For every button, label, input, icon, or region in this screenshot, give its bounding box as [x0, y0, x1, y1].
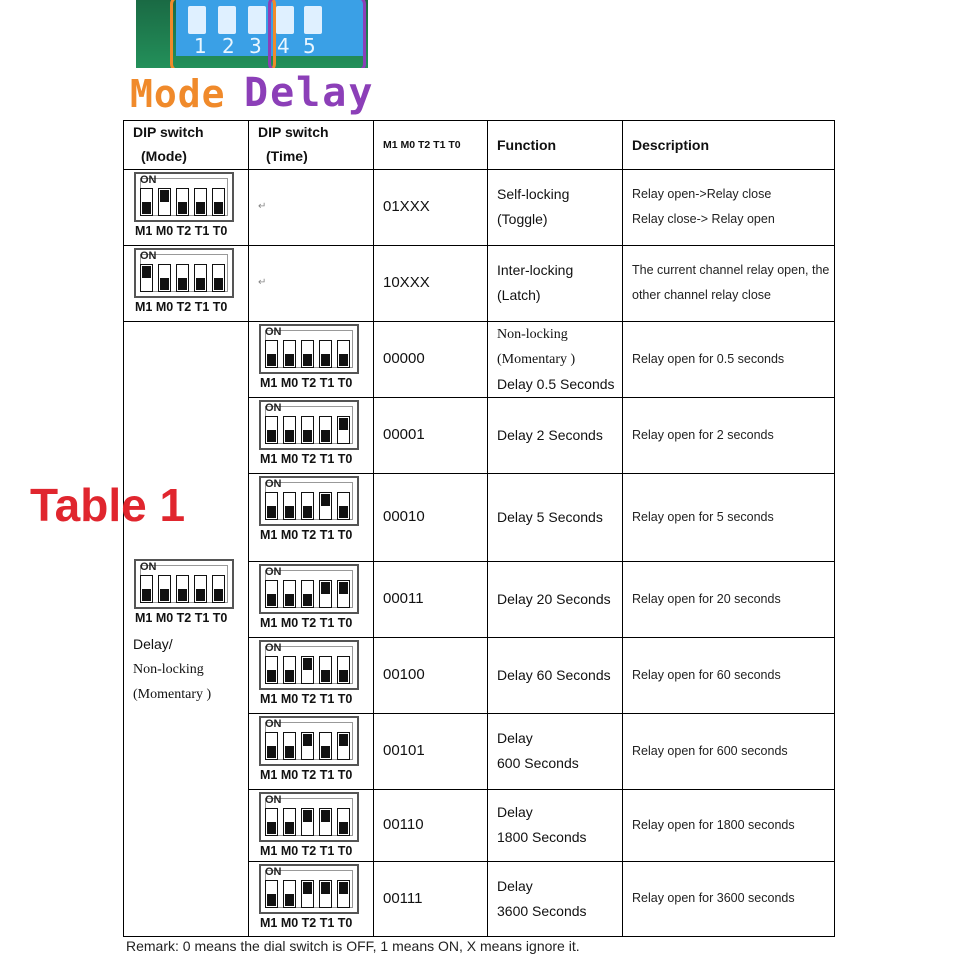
dip-switch-knob	[285, 594, 294, 606]
dip-switch-lever	[158, 264, 171, 292]
dip-switch-lever	[337, 340, 350, 368]
dip-switch-knob	[267, 354, 276, 366]
dip-switch-knob	[178, 589, 187, 601]
row-function	[497, 587, 611, 612]
dip-switch-knob	[267, 894, 276, 906]
dip-on-label: ON	[140, 174, 157, 186]
dip-on-label: ON	[265, 326, 282, 338]
row-description	[632, 258, 829, 308]
dip-switch-knob	[267, 506, 276, 518]
dip-on-label: ON	[140, 561, 157, 573]
function-line: Delay 20 Seconds	[497, 590, 611, 607]
description-line: Relay open for 600 seconds	[632, 743, 788, 758]
dip-switch-lever	[194, 264, 207, 292]
dip-switch-knob	[267, 822, 276, 834]
dip-switch-knob	[339, 822, 348, 834]
description-line: The current channel relay open, the	[632, 263, 830, 277]
table-row-line	[123, 936, 835, 937]
dip-switch-knob	[321, 746, 330, 758]
dip-on-label: ON	[265, 478, 282, 490]
table-col-line	[248, 120, 249, 936]
dip-switch-knob	[196, 278, 205, 290]
table-row-line	[248, 637, 835, 638]
dip-switch-figure	[259, 564, 359, 630]
function-line: Delay	[497, 804, 533, 820]
dip-switch-lever	[265, 656, 278, 684]
table-row-line	[248, 713, 835, 714]
dip-switch-knob	[267, 594, 276, 606]
dip-legend: M1 M0 T2 T1 T0	[260, 916, 353, 930]
row-code: 00110	[383, 816, 424, 833]
dip-switch-lever	[337, 492, 350, 520]
dip-legend: M1 M0 T2 T1 T0	[135, 611, 228, 625]
dip-switch-figure	[134, 172, 234, 238]
dip-switch-knob	[339, 582, 348, 594]
function-line: Delay	[497, 877, 533, 894]
dip-switch-knob	[321, 810, 330, 822]
dip-switch-knob	[142, 589, 151, 601]
dip-switch-lever	[265, 580, 278, 608]
row-description	[632, 347, 784, 372]
dip-switch-knob	[303, 594, 312, 606]
dip-switch-knob	[339, 418, 348, 430]
dip-switch-knob	[303, 810, 312, 822]
dip-switch-knob	[339, 670, 348, 682]
row-function	[497, 182, 569, 232]
dip-switch-figure	[259, 716, 359, 782]
dip-switch-figure	[134, 248, 234, 314]
dip-switch-knob	[178, 278, 187, 290]
dip-switch-lever	[301, 580, 314, 608]
dip-switch-knob	[285, 354, 294, 366]
row-code: 00000	[383, 350, 425, 367]
dip-switch-figure	[259, 400, 359, 466]
dip-switch-lever	[337, 656, 350, 684]
dip-switch-lever	[265, 492, 278, 520]
dip-switch-knob	[285, 822, 294, 834]
dip-switch-knob	[303, 882, 312, 894]
row-function	[497, 663, 611, 688]
dip-on-label: ON	[140, 250, 157, 262]
description-line: Relay close-> Relay open	[632, 212, 775, 226]
row-function	[497, 874, 587, 924]
dip-switch-lever	[319, 732, 332, 760]
dip-switch-knob	[196, 202, 205, 214]
function-line: 1800 Seconds	[497, 829, 587, 845]
dip-switch-lever	[194, 188, 207, 216]
dip-switch-figure	[259, 324, 359, 390]
row-description	[632, 587, 781, 612]
table-title: Table 1	[30, 479, 186, 531]
dip-legend: M1 M0 T2 T1 T0	[135, 224, 228, 238]
dip-switch-figure	[259, 640, 359, 706]
function-line: (Momentary )	[497, 351, 576, 367]
row-function	[497, 322, 615, 397]
dip-switch-lever	[283, 416, 296, 444]
table-row-line	[248, 861, 835, 862]
header-code: M1 M0 T2 T1 T0	[383, 139, 461, 151]
dip-switch-lever	[265, 808, 278, 836]
row-description	[632, 663, 781, 688]
row-code: 00101	[383, 742, 425, 759]
dip-switch-lever	[319, 580, 332, 608]
mode-delay-text: Delay/ Non-locking (Momentary )	[133, 636, 212, 702]
dip-switch-figure	[259, 476, 359, 542]
table-col-line	[487, 120, 488, 936]
dip-switch-knob	[321, 430, 330, 442]
dip-switch-knob	[321, 354, 330, 366]
function-line: 3600 Seconds	[497, 902, 587, 919]
table-row-line	[248, 789, 835, 790]
dip-legend: M1 M0 T2 T1 T0	[260, 528, 353, 542]
dip-switch-knob	[321, 582, 330, 594]
description-line: Relay open for 0.5 seconds	[632, 351, 785, 366]
function-line: Self-locking	[497, 186, 570, 202]
dip-switch-knob	[160, 190, 169, 202]
dip-switch-lever	[283, 492, 296, 520]
function-line: Non-locking	[497, 326, 568, 342]
dip-switch-lever	[283, 732, 296, 760]
dip-legend: M1 M0 T2 T1 T0	[260, 768, 353, 782]
dip-switch-knob	[214, 278, 223, 290]
function-line: (Latch)	[497, 287, 541, 303]
header-function: Function	[497, 137, 557, 153]
header-description: Description	[632, 137, 710, 153]
row-code: 00011	[383, 590, 424, 607]
dip-legend: M1 M0 T2 T1 T0	[135, 300, 228, 314]
dip-switch-lever	[158, 575, 171, 603]
dip-on-label: ON	[265, 402, 282, 414]
table-row-line	[248, 397, 835, 398]
table-row-line	[123, 120, 835, 121]
table-row-line	[123, 321, 835, 322]
dip-switch-lever	[301, 880, 314, 908]
dip-switch-knob	[321, 882, 330, 894]
table-row-line	[123, 245, 835, 246]
dip-switch-lever	[265, 732, 278, 760]
row-function	[497, 258, 573, 308]
table-row-line	[248, 561, 835, 562]
mode-label: Mode	[130, 72, 226, 116]
function-line: (Toggle)	[497, 211, 548, 227]
dip-switch-lever	[319, 416, 332, 444]
dip-legend: M1 M0 T2 T1 T0	[260, 452, 353, 466]
dip-legend: M1 M0 T2 T1 T0	[260, 844, 353, 858]
dip-switch-lever	[140, 264, 153, 292]
dip-switch-knob	[339, 882, 348, 894]
delay-highlight-box	[268, 0, 366, 68]
table-row-line	[248, 473, 835, 474]
dip-switch-lever	[283, 808, 296, 836]
photo-switch-number: 5	[303, 34, 316, 58]
dip-switch-knob	[339, 734, 348, 746]
dip-switch-lever	[265, 416, 278, 444]
row-description	[632, 739, 788, 764]
function-line: Delay 0.5 Seconds	[497, 375, 615, 392]
dip-switch-figure	[259, 792, 359, 858]
dip-legend: M1 M0 T2 T1 T0	[260, 376, 353, 390]
dip-switch-lever	[265, 340, 278, 368]
dip-switch-lever	[337, 880, 350, 908]
dip-switch-knob	[160, 589, 169, 601]
dip-switch-photo	[136, 0, 368, 68]
dip-switch-knob	[285, 894, 294, 906]
dip-switch-lever	[140, 575, 153, 603]
dip-switch-lever	[283, 580, 296, 608]
dip-switch-lever	[283, 880, 296, 908]
row-description	[632, 505, 774, 530]
row-function	[497, 800, 587, 850]
dip-switch-lever	[337, 808, 350, 836]
function-line: Delay 2 Seconds	[497, 426, 603, 443]
dip-switch-knob	[321, 670, 330, 682]
function-line: Delay 60 Seconds	[497, 666, 611, 683]
photo-switch-number: 2	[222, 34, 235, 58]
dip-switch-lever	[301, 492, 314, 520]
row-code: 00100	[383, 666, 425, 683]
photo-switch-number: 3	[249, 34, 262, 58]
row-description	[632, 886, 795, 911]
dip-switch-lever	[194, 575, 207, 603]
dip-on-label: ON	[265, 718, 282, 730]
dip-switch-knob	[339, 506, 348, 518]
dip-switch-knob	[321, 494, 330, 506]
dip-switch-lever	[176, 264, 189, 292]
function-line: Inter-locking	[497, 262, 574, 278]
dip-switch-knob	[267, 670, 276, 682]
dip-switch-knob	[303, 658, 312, 670]
header-dip-mode: DIP switch (Mode)	[133, 124, 204, 164]
table-row-line	[123, 169, 835, 170]
dip-switch-lever	[212, 264, 225, 292]
dip-switch-knob	[196, 589, 205, 601]
dip-switch-lever	[319, 880, 332, 908]
description-line: Relay open for 60 seconds	[632, 667, 781, 682]
row-code: 00010	[383, 508, 425, 525]
dip-switch-lever	[301, 340, 314, 368]
dip-switch-figure	[134, 559, 234, 625]
dip-switch-lever	[301, 732, 314, 760]
table-col-line	[834, 120, 835, 936]
dip-switch-lever	[283, 656, 296, 684]
description-line: Relay open for 20 seconds	[632, 591, 781, 606]
mode-highlight-box	[170, 0, 276, 68]
header-dip-time: DIP switch (Time)	[258, 124, 329, 164]
dip-switch-lever	[337, 580, 350, 608]
dip-switch-lever	[212, 188, 225, 216]
return-mark: ↵	[258, 201, 267, 212]
description-line: Relay open for 3600 seconds	[632, 891, 795, 905]
dip-switch-figure	[259, 864, 359, 930]
row-code: 01XXX	[383, 198, 430, 215]
dip-switch-knob	[178, 202, 187, 214]
description-line: Relay open for 2 seconds	[632, 427, 774, 442]
dip-switch-lever	[158, 188, 171, 216]
dip-switch-knob	[303, 506, 312, 518]
dip-switch-knob	[339, 354, 348, 366]
dip-switch-lever	[283, 340, 296, 368]
dip-switch-knob	[285, 506, 294, 518]
photo-switch-number: 1	[194, 34, 207, 58]
row-code: 00001	[383, 426, 425, 443]
remark-text: Remark: 0 means the dial switch is OFF, 1 means ON, X means ignore it.	[126, 938, 580, 954]
description-line: Relay open for 5 seconds	[632, 509, 774, 524]
dip-switch-lever	[301, 416, 314, 444]
dip-on-label: ON	[265, 794, 282, 806]
dip-switch-knob	[303, 430, 312, 442]
dip-switch-lever	[301, 808, 314, 836]
dip-switch-lever	[337, 416, 350, 444]
dip-on-label: ON	[265, 642, 282, 654]
dip-switch-knob	[285, 746, 294, 758]
dip-switch-lever	[319, 492, 332, 520]
row-function	[497, 726, 579, 776]
row-code: 00111	[383, 889, 423, 907]
dip-switch-knob	[214, 202, 223, 214]
dip-switch-lever	[301, 656, 314, 684]
return-mark: ↵	[258, 277, 267, 288]
description-line: other channel relay close	[632, 288, 771, 302]
row-code: 10XXX	[383, 274, 430, 291]
dip-switch-knob	[303, 734, 312, 746]
dip-switch-knob	[285, 670, 294, 682]
dip-switch-knob	[142, 266, 151, 278]
dip-switch-lever	[319, 340, 332, 368]
dip-switch-lever	[176, 575, 189, 603]
row-description	[632, 423, 774, 448]
dip-switch-lever	[319, 808, 332, 836]
description-line: Relay open for 1800 seconds	[632, 817, 795, 832]
dip-legend: M1 M0 T2 T1 T0	[260, 692, 353, 706]
row-function	[497, 423, 603, 448]
dip-switch-knob	[285, 430, 294, 442]
dip-switch-lever	[176, 188, 189, 216]
dip-legend: M1 M0 T2 T1 T0	[260, 616, 353, 630]
dip-switch-lever	[265, 880, 278, 908]
dip-switch-lever	[212, 575, 225, 603]
table-col-line	[373, 120, 374, 936]
function-line: Delay	[497, 730, 533, 746]
dip-switch-knob	[214, 589, 223, 601]
dip-switch-knob	[267, 746, 276, 758]
dip-switch-knob	[160, 278, 169, 290]
table-col-line	[622, 120, 623, 936]
dip-switch-knob	[142, 202, 151, 214]
dip-switch-knob	[267, 430, 276, 442]
function-line: 600 Seconds	[497, 755, 579, 771]
function-line: Delay 5 Seconds	[497, 508, 603, 525]
delay-label: Delay	[244, 70, 375, 116]
dip-switch-lever	[319, 656, 332, 684]
description-line: Relay open->Relay close	[632, 187, 772, 201]
dip-on-label: ON	[265, 566, 282, 578]
row-description	[632, 813, 795, 838]
row-description	[632, 182, 775, 232]
photo-switch-number: 4	[277, 34, 290, 58]
dip-switch-lever	[337, 732, 350, 760]
dip-on-label: ON	[265, 866, 282, 878]
dip-switch-knob	[303, 354, 312, 366]
dip-switch-lever	[140, 188, 153, 216]
row-function	[497, 505, 603, 530]
